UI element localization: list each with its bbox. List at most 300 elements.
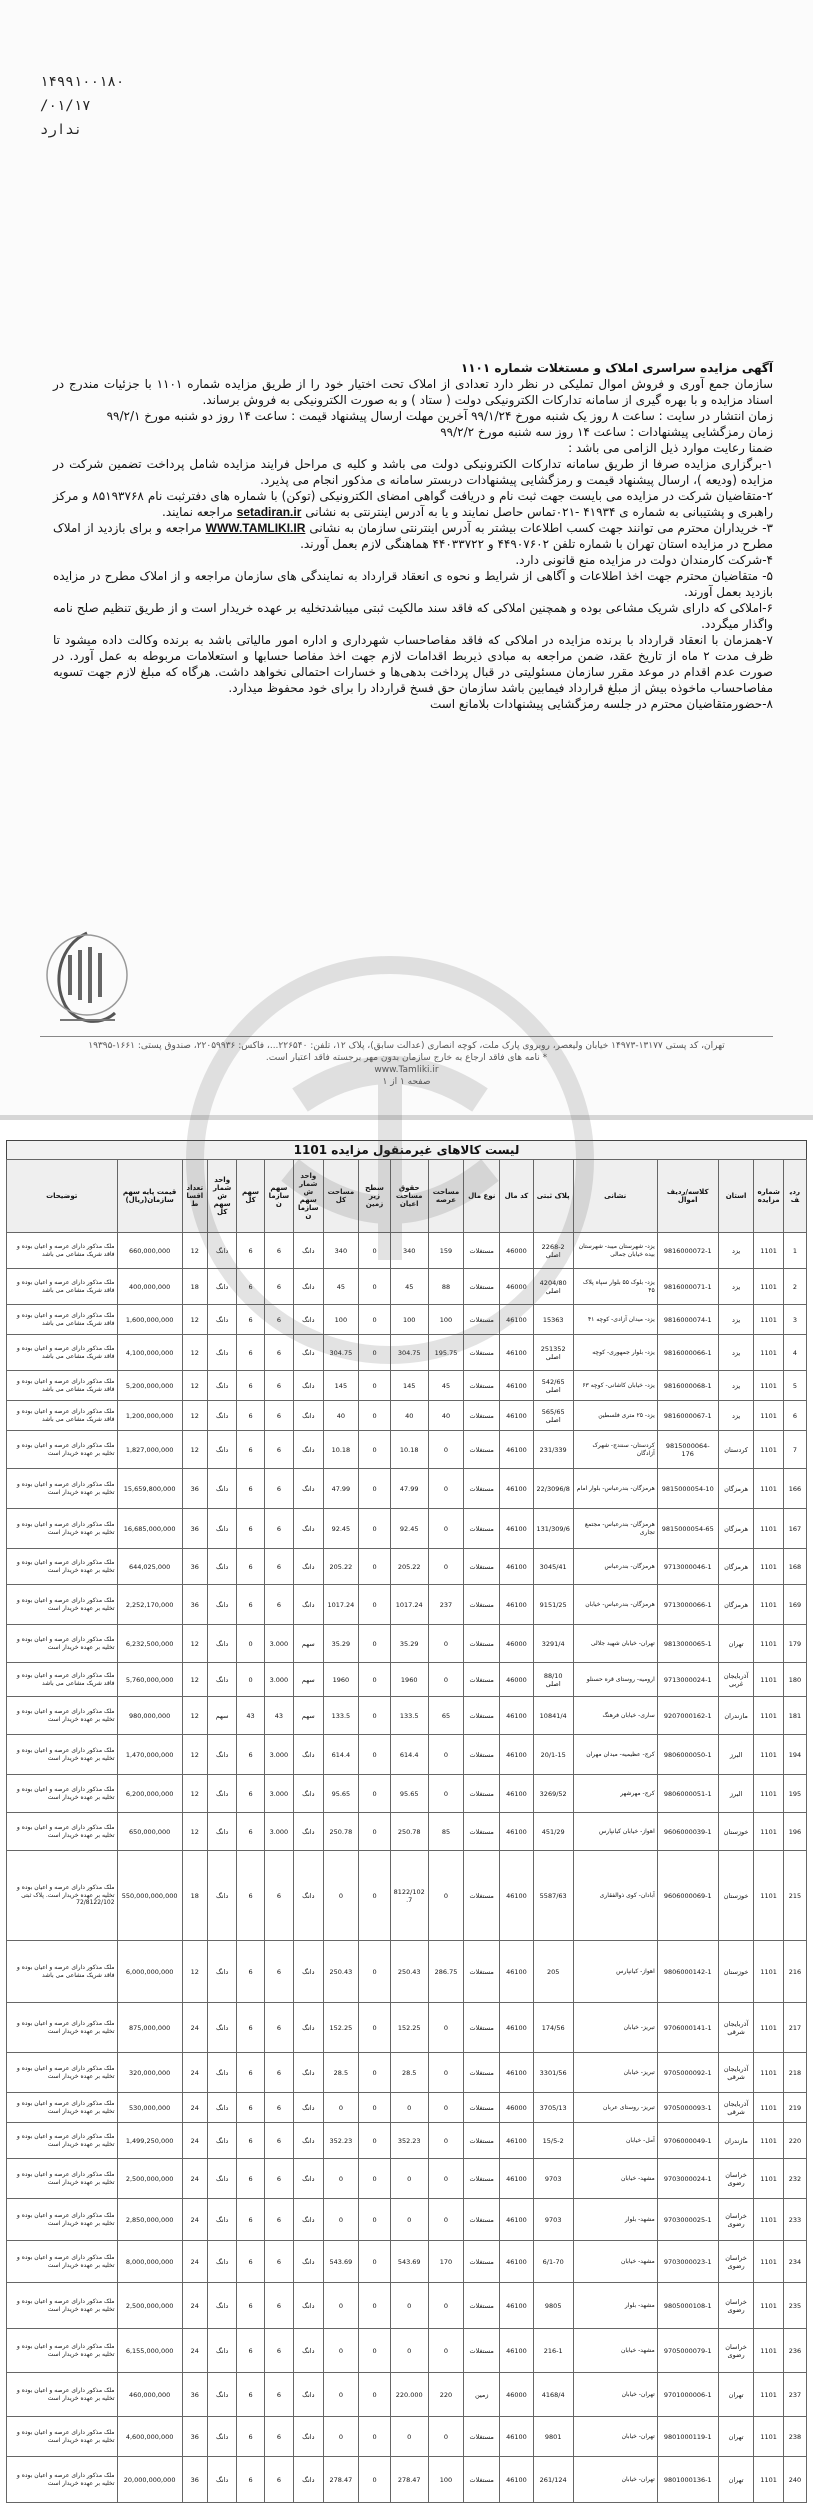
table-cell-type: زمین [464, 2373, 500, 2417]
table-cell-ayan: 304.75 [390, 1335, 428, 1371]
table-cell-auction: 1101 [754, 2093, 783, 2123]
column-header: مساحت عرصه [428, 1160, 464, 1233]
table-cell-plate: 216-1 [533, 2329, 573, 2373]
table-cell-arse: 159 [428, 1233, 464, 1269]
table-cell-row: 179 [783, 1625, 806, 1663]
table-cell-province: خراسان رضوی [718, 2241, 754, 2283]
table-cell-u2: دانگ [207, 2283, 236, 2329]
table-cell-code: 46000 [500, 2093, 534, 2123]
table-cell-auction: 1101 [754, 1401, 783, 1431]
table-cell-share: 6 [264, 1431, 293, 1469]
footer-divider [40, 1036, 773, 1037]
paragraph-rule-2 [53, 488, 773, 520]
table-cell-addr: یزد- ۲۵ متری فلسطین [573, 1401, 657, 1431]
table-cell-desc: ملک مذکور دارای عرصه و اعیان بوده و تخلیه بر عهده خریدار است [7, 2199, 118, 2241]
table-cell-u2: دانگ [207, 1813, 236, 1851]
footer-site: www.Tamliki.ir [374, 1065, 439, 1075]
table-cell-plate: 9805 [533, 2283, 573, 2329]
letter-footer [40, 1040, 773, 1088]
column-header: شماره مزایده [754, 1160, 783, 1233]
table-cell-type: مستغلات [464, 2123, 500, 2159]
table-cell-auction: 1101 [754, 2053, 783, 2093]
table-cell-price: 2,252,170,000 [117, 1585, 182, 1625]
table-cell-code: 46100 [500, 1941, 534, 2003]
table-cell-u1: دانگ [294, 2373, 323, 2417]
table-cell-desc: ملک مذکور دارای عرصه و اعیان بوده و فاقد شریک مشاعی می باشد [7, 1233, 118, 1269]
table-cell-ayan: 0 [390, 2329, 428, 2373]
table-cell-u2: دانگ [207, 1735, 236, 1775]
table-cell-desc: ملک مذکور دارای عرصه و اعیان بوده و تخلیه بر عهده خریدار است [7, 1625, 118, 1663]
table-cell-plate: 3291/4 [533, 1625, 573, 1663]
table-cell-arse: 0 [428, 2283, 464, 2329]
table-cell-price: 6,155,000,000 [117, 2329, 182, 2373]
column-header: کلاسه/ردیف اموال [657, 1160, 718, 1233]
table-row [7, 1233, 807, 1269]
table-cell-desc: ملک مذکور دارای عرصه و اعیان بوده و فاقد شریک مشاعی می باشد [7, 1269, 118, 1305]
table-row [7, 1335, 807, 1371]
table-cell-inst: 36 [182, 2417, 207, 2457]
table-cell-share: 6 [264, 2283, 293, 2329]
table-cell-share: 6 [264, 2373, 293, 2417]
table-cell-row: 217 [783, 2003, 806, 2053]
table-cell-province: خراسان رضوی [718, 2199, 754, 2241]
table-cell-province: تهران [718, 2373, 754, 2417]
table-cell-type: مستغلات [464, 2093, 500, 2123]
table-cell-ayan: 0 [390, 2093, 428, 2123]
table-row [7, 1735, 807, 1775]
table-cell-arse: 45 [428, 1371, 464, 1401]
table-cell-arse: 0 [428, 2053, 464, 2093]
table-cell-plate: 20/1-15 [533, 1735, 573, 1775]
table-cell-price: 875,000,000 [117, 2003, 182, 2053]
table-cell-all: 0 [237, 1625, 264, 1663]
table-cell-sub: 0 [359, 2123, 391, 2159]
table-cell-share: 3.000 [264, 1775, 293, 1813]
table-cell-u1: دانگ [294, 1233, 323, 1269]
table-cell-u2: دانگ [207, 1941, 236, 2003]
table-cell-u1: دانگ [294, 1851, 323, 1941]
table-cell-desc: ملک مذکور دارای عرصه و اعیان بوده و فاقد شریک مشاعی می باشد [7, 1335, 118, 1371]
table-cell-desc: ملک مذکور دارای عرصه و اعیان بوده و تخلیه بر عهده خریدار است [7, 1585, 118, 1625]
letter-body [53, 360, 773, 712]
table-cell-u2: دانگ [207, 1233, 236, 1269]
table-cell-all: 6 [237, 2199, 264, 2241]
table-cell-u2: دانگ [207, 1663, 236, 1697]
table-cell-code: 46100 [500, 1735, 534, 1775]
table-cell-class: 9606000069-1 [657, 1851, 718, 1941]
table-cell-all: 6 [237, 2093, 264, 2123]
table-cell-type: مستغلات [464, 2053, 500, 2093]
table-cell-auction: 1101 [754, 1335, 783, 1371]
table-cell-price: 2,500,000,000 [117, 2283, 182, 2329]
table-cell-total: 0 [323, 2283, 359, 2329]
table-cell-code: 46100 [500, 1851, 534, 1941]
table-cell-arse: 88 [428, 1269, 464, 1305]
table-cell-row: 195 [783, 1775, 806, 1813]
table-cell-share: 43 [264, 1697, 293, 1735]
table-cell-auction: 1101 [754, 1775, 783, 1813]
table-cell-type: مستغلات [464, 1371, 500, 1401]
table-cell-class: 9705000079-1 [657, 2329, 718, 2373]
table-cell-addr: تهران- خیابان [573, 2417, 657, 2457]
table-cell-type: مستغلات [464, 1431, 500, 1469]
table-cell-province: مازندران [718, 2123, 754, 2159]
table-cell-class: 9713000066-1 [657, 1585, 718, 1625]
table-cell-class: 9713000046-1 [657, 1549, 718, 1585]
table-cell-code: 46000 [500, 1233, 534, 1269]
table-cell-sub: 0 [359, 1401, 391, 1431]
paragraph-notes-intro: ضمنا رعایت موارد ذیل الزامی می باشد : [568, 441, 773, 455]
table-row [7, 1469, 807, 1509]
table-cell-u1: سهم [294, 1697, 323, 1735]
paragraph-publish-time: زمان انتشار در سایت : ساعت ۸ روز یک شنبه مورخ ۹۹/۱/۲۴ آخرین مهلت ارسال پیشنهاد قیمت : ساعت ۱۴ روز دو شنبه مورخ ۹۹/۲/۱ [106, 409, 773, 423]
table-cell-province: یزد [718, 1233, 754, 1269]
table-cell-addr: ساری- خیابان فرهنگ [573, 1697, 657, 1735]
table-cell-share: 6 [264, 1549, 293, 1585]
table-cell-u2: دانگ [207, 2003, 236, 2053]
table-row [7, 1371, 807, 1401]
table-cell-auction: 1101 [754, 1851, 783, 1941]
table-cell-desc: ملک مذکور دارای عرصه و اعیان بوده و تخلیه بر عهده خریدار است [7, 2457, 118, 2503]
table-cell-price: 16,685,000,000 [117, 1509, 182, 1549]
goods-list-page [6, 1140, 807, 2503]
table-cell-all: 6 [237, 1431, 264, 1469]
table-cell-row: 234 [783, 2241, 806, 2283]
table-cell-desc: ملک مذکور دارای عرصه و اعیان بوده و تخلیه بر عهده خریدار است [7, 2373, 118, 2417]
letter-title: آگهی مزایده سراسری املاک و مستغلات شماره ۱۱۰۱ [460, 361, 773, 375]
table-cell-type: مستغلات [464, 1585, 500, 1625]
table-cell-desc: ملک مذکور دارای عرصه و اعیان بوده و تخلیه بر عهده خریدار است. پلاک ثبتی 72/8122/102 [7, 1851, 118, 1941]
table-cell-addr: مشهد- خیابان [573, 2241, 657, 2283]
table-cell-all: 6 [237, 1735, 264, 1775]
table-cell-inst: 24 [182, 2093, 207, 2123]
table-cell-row: 168 [783, 1549, 806, 1585]
table-cell-u2: دانگ [207, 1335, 236, 1371]
table-cell-all: 6 [237, 1401, 264, 1431]
table-cell-sub: 0 [359, 2417, 391, 2457]
table-cell-province: تهران [718, 1625, 754, 1663]
table-cell-class: 9207000162-1 [657, 1697, 718, 1735]
table-cell-all: 6 [237, 1335, 264, 1371]
table-cell-addr: اهواز- کیانپارس [573, 1941, 657, 2003]
table-cell-addr: آمل- خیابان [573, 2123, 657, 2159]
table-cell-type: مستغلات [464, 1663, 500, 1697]
table-cell-all: 6 [237, 1269, 264, 1305]
table-cell-row: 196 [783, 1813, 806, 1851]
column-header: مساحت کل [323, 1160, 359, 1233]
table-cell-sub: 0 [359, 1509, 391, 1549]
table-cell-province: خراسان رضوی [718, 2283, 754, 2329]
table-cell-u2: دانگ [207, 2123, 236, 2159]
table-cell-desc: ملک مذکور دارای عرصه و اعیان بوده و تخلیه بر عهده خریدار است [7, 2283, 118, 2329]
table-cell-share: 6 [264, 2053, 293, 2093]
table-cell-arse: 0 [428, 1625, 464, 1663]
table-cell-arse: 286.75 [428, 1941, 464, 2003]
table-cell-auction: 1101 [754, 2199, 783, 2241]
table-cell-price: 2,850,000,000 [117, 2199, 182, 2241]
table-cell-share: 3.000 [264, 1735, 293, 1775]
column-header: سهم کل [237, 1160, 264, 1233]
table-cell-all: 6 [237, 1371, 264, 1401]
table-cell-province: کردستان [718, 1431, 754, 1469]
table-cell-price: 5,760,000,000 [117, 1663, 182, 1697]
table-cell-code: 46000 [500, 2373, 534, 2417]
table-cell-u1: دانگ [294, 1509, 323, 1549]
table-cell-desc: ملک مذکور دارای عرصه و اعیان بوده و تخلیه بر عهده خریدار است [7, 1775, 118, 1813]
table-cell-inst: 12 [182, 1401, 207, 1431]
table-cell-all: 6 [237, 2053, 264, 2093]
table-cell-code: 46100 [500, 1775, 534, 1813]
table-cell-arse: 0 [428, 2417, 464, 2457]
table-cell-desc: ملک مذکور دارای عرصه و اعیان بوده و تخلیه بر عهده خریدار است [7, 1735, 118, 1775]
table-cell-u1: دانگ [294, 2003, 323, 2053]
table-cell-class: 9801000119-1 [657, 2417, 718, 2457]
table-cell-auction: 1101 [754, 1305, 783, 1335]
table-cell-row: 6 [783, 1401, 806, 1431]
table-cell-sub: 0 [359, 1585, 391, 1625]
column-header: تعداد اقساط [182, 1160, 207, 1233]
table-cell-code: 46100 [500, 1585, 534, 1625]
table-cell-u2: دانگ [207, 1775, 236, 1813]
table-cell-arse: 195.75 [428, 1335, 464, 1371]
table-row [7, 1941, 807, 2003]
table-cell-u1: دانگ [294, 2417, 323, 2457]
table-cell-class: 9816000068-1 [657, 1371, 718, 1401]
table-cell-inst: 12 [182, 1775, 207, 1813]
table-cell-plate: 205 [533, 1941, 573, 2003]
table-row [7, 1401, 807, 1431]
table-cell-type: مستغلات [464, 1509, 500, 1549]
table-cell-row: 233 [783, 2199, 806, 2241]
table-cell-class: 9806000051-1 [657, 1775, 718, 1813]
table-cell-class: 9815000054-65 [657, 1509, 718, 1549]
table-cell-addr: تبریز- خیابان [573, 2053, 657, 2093]
column-header: نوع مال [464, 1160, 500, 1233]
table-cell-arse: 100 [428, 2457, 464, 2503]
table-cell-u2: دانگ [207, 1401, 236, 1431]
table-cell-total: 10.18 [323, 1431, 359, 1469]
table-cell-all: 6 [237, 2417, 264, 2457]
table-cell-sub: 0 [359, 2329, 391, 2373]
table-cell-addr: تهران- خیابان شهید جلالی [573, 1625, 657, 1663]
table-cell-desc: ملک مذکور دارای عرصه و اعیان بوده و تخلیه بر عهده خریدار است [7, 1697, 118, 1735]
table-cell-total: 304.75 [323, 1335, 359, 1371]
table-cell-total: 250.43 [323, 1941, 359, 2003]
table-cell-u2: دانگ [207, 1625, 236, 1663]
table-cell-u2: دانگ [207, 2373, 236, 2417]
table-cell-price: 1,827,000,000 [117, 1431, 182, 1469]
table-row [7, 1625, 807, 1663]
table-cell-arse: 0 [428, 1663, 464, 1697]
table-cell-all: 6 [237, 1509, 264, 1549]
table-cell-total: 95.65 [323, 1775, 359, 1813]
table-cell-ayan: 35.29 [390, 1625, 428, 1663]
table-cell-u2: دانگ [207, 1585, 236, 1625]
table-cell-type: مستغلات [464, 1775, 500, 1813]
table-cell-u1: دانگ [294, 2457, 323, 2503]
letter-number: ۱۴۹۹۱۰۰۱۸۰ [40, 74, 125, 90]
table-cell-u2: دانگ [207, 1269, 236, 1305]
table-row [7, 1851, 807, 1941]
table-cell-price: 1,499,250,000 [117, 2123, 182, 2159]
table-cell-plate: 4204/80 اصلی [533, 1269, 573, 1305]
table-cell-price: 1,470,000,000 [117, 1735, 182, 1775]
table-cell-u1: دانگ [294, 1585, 323, 1625]
table-cell-class: 9813000065-1 [657, 1625, 718, 1663]
table-cell-code: 46100 [500, 2053, 534, 2093]
organization-logo-icon [40, 925, 135, 1035]
table-cell-province: تهران [718, 2417, 754, 2457]
table-cell-auction: 1101 [754, 1735, 783, 1775]
table-row [7, 2373, 807, 2417]
table-cell-code: 46100 [500, 1509, 534, 1549]
table-cell-auction: 1101 [754, 2329, 783, 2373]
table-cell-desc: ملک مذکور دارای عرصه و اعیان بوده و تخلیه بر عهده خریدار است [7, 2053, 118, 2093]
table-cell-total: 340 [323, 1233, 359, 1269]
table-cell-u1: دانگ [294, 2283, 323, 2329]
table-cell-share: 6 [264, 2159, 293, 2199]
table-cell-price: 644,025,000 [117, 1549, 182, 1585]
table-cell-total: 92.45 [323, 1509, 359, 1549]
table-cell-sub: 0 [359, 2003, 391, 2053]
table-cell-ayan: 340 [390, 1233, 428, 1269]
table-cell-class: 9701000006-1 [657, 2373, 718, 2417]
table-row [7, 2457, 807, 2503]
table-cell-auction: 1101 [754, 2417, 783, 2457]
table-cell-arse: 0 [428, 1469, 464, 1509]
table-cell-share: 6 [264, 2199, 293, 2241]
table-cell-ayan: 152.25 [390, 2003, 428, 2053]
table-cell-code: 46100 [500, 1697, 534, 1735]
table-cell-desc: ملک مذکور دارای عرصه و اعیان بوده و فاقد شریک مشاعی می باشد [7, 1941, 118, 2003]
table-cell-u2: سهم [207, 1697, 236, 1735]
table-cell-price: 6,232,500,000 [117, 1625, 182, 1663]
table-cell-addr: اهواز- خیابان کیانپارس [573, 1813, 657, 1851]
table-cell-arse: 0 [428, 1431, 464, 1469]
table-cell-addr: تهران- خیابان [573, 2373, 657, 2417]
table-cell-u1: دانگ [294, 2093, 323, 2123]
table-cell-share: 6 [264, 1851, 293, 1941]
table-cell-type: مستغلات [464, 2417, 500, 2457]
table-cell-all: 6 [237, 1233, 264, 1269]
table-cell-class: 9805000108-1 [657, 2283, 718, 2329]
paragraph-rule-8: ۸-حضورمتقاضیان محترم در جلسه رمزگشایی پیشنهادات بلامانع است [429, 697, 773, 711]
footer-note: * نامه های فاقد ارجاع به خارج سازمان بدون مهر برجسته فاقد اعتبار است. [265, 1053, 548, 1063]
table-cell-code: 46100 [500, 2329, 534, 2373]
table-cell-share: 6 [264, 2457, 293, 2503]
table-cell-ayan: 352.23 [390, 2123, 428, 2159]
table-cell-sub: 0 [359, 2373, 391, 2417]
table-cell-price: 1,600,000,000 [117, 1305, 182, 1335]
table-cell-desc: ملک مذکور دارای عرصه و اعیان بوده و تخلیه بر عهده خریدار است [7, 1549, 118, 1585]
table-cell-arse: 0 [428, 2159, 464, 2199]
table-cell-row: 166 [783, 1469, 806, 1509]
table-cell-u1: دانگ [294, 1371, 323, 1401]
table-cell-province: یزد [718, 1335, 754, 1371]
table-cell-row: 181 [783, 1697, 806, 1735]
paragraph-rule-6: ۶-املاکی که دارای شریک مشاعی بوده و همچنین املاکی که فاقد سند مالکیت ثبتی میباشدتخلیه بر عهده خریدار است و از طریق تنظیم صلح نامه واگذار میگردد. [53, 601, 773, 631]
rule-3-tail: مراجعه و برای بازدید از املاک مطرح در مزایده استان تهران با شماره تلفن ۴۴۹۰۷۶۰۲ و ۴۴۰۳۳۷۲۲ هماهنگی لازم بعمل آورند. [53, 521, 773, 551]
table-cell-inst: 18 [182, 1269, 207, 1305]
table-cell-desc: ملک مذکور دارای عرصه و اعیان بوده و تخلیه بر عهده خریدار است [7, 2241, 118, 2283]
table-cell-all: 6 [237, 2373, 264, 2417]
table-cell-all: 0 [237, 1663, 264, 1697]
table-cell-province: آذربایجان غربی [718, 1663, 754, 1697]
table-cell-u1: دانگ [294, 2053, 323, 2093]
table-cell-plate: 9703 [533, 2159, 573, 2199]
table-cell-price: 320,000,000 [117, 2053, 182, 2093]
table-cell-type: مستغلات [464, 1941, 500, 2003]
table-cell-total: 250.78 [323, 1813, 359, 1851]
table-cell-auction: 1101 [754, 1269, 783, 1305]
setad-link[interactable]: setadiran.ir [236, 505, 302, 519]
table-cell-arse: 0 [428, 1775, 464, 1813]
table-cell-inst: 12 [182, 1941, 207, 2003]
table-cell-auction: 1101 [754, 2003, 783, 2053]
table-cell-plate: 3269/52 [533, 1775, 573, 1813]
table-cell-ayan: 278.47 [390, 2457, 428, 2503]
table-cell-total: 205.22 [323, 1549, 359, 1585]
paragraph-rule-1: ۱-برگزاری مزایده صرفا از طریق سامانه تدارکات الکترونیکی دولت می باشد و کلیه ی مراحل فرایند مزایده شامل پرداخت تضمین شرکت در مزایده (ودیعه )، ارسال پیشنهاد قیمت و رمزگشایی پیشنهادات دربستر سامانه ی مذکور انجام می پذیرد. [53, 457, 773, 487]
table-cell-row: 236 [783, 2329, 806, 2373]
table-cell-class: 9816000071-1 [657, 1269, 718, 1305]
table-cell-addr: تبریز- روستای عربان [573, 2093, 657, 2123]
table-cell-type: مستغلات [464, 2199, 500, 2241]
table-cell-row: 1 [783, 1233, 806, 1269]
table-cell-total: 352.23 [323, 2123, 359, 2159]
table-cell-desc: ملک مذکور دارای عرصه و اعیان بوده و تخلیه بر عهده خریدار است [7, 1469, 118, 1509]
column-header: استان [718, 1160, 754, 1233]
rule-2-tail: مراجعه نمایند. [162, 505, 233, 519]
table-cell-code: 46100 [500, 1549, 534, 1585]
table-cell-code: 46100 [500, 1431, 534, 1469]
table-cell-type: مستغلات [464, 1233, 500, 1269]
table-cell-all: 6 [237, 1549, 264, 1585]
table-cell-code: 46100 [500, 2199, 534, 2241]
table-cell-type: مستغلات [464, 2329, 500, 2373]
tamliki-link[interactable]: WWW.TAMLIKI.IR [205, 521, 306, 535]
table-cell-row: 5 [783, 1371, 806, 1401]
table-cell-addr: مشهد- خیابان [573, 2159, 657, 2199]
table-cell-desc: ملک مذکور دارای عرصه و اعیان بوده و فاقد شریک مشاعی می باشد [7, 1663, 118, 1697]
table-cell-inst: 12 [182, 1735, 207, 1775]
table-cell-share: 3.000 [264, 1663, 293, 1697]
table-cell-total: 0 [323, 2329, 359, 2373]
table-cell-class: 9806000050-1 [657, 1735, 718, 1775]
table-row [7, 2093, 807, 2123]
table-cell-code: 46100 [500, 1813, 534, 1851]
table-cell-sub: 0 [359, 2053, 391, 2093]
table-cell-ayan: 543.69 [390, 2241, 428, 2283]
table-cell-inst: 12 [182, 1813, 207, 1851]
table-cell-row: 219 [783, 2093, 806, 2123]
table-cell-inst: 12 [182, 1305, 207, 1335]
column-header: کد مال [500, 1160, 534, 1233]
table-cell-ayan: 92.45 [390, 1509, 428, 1549]
table-cell-addr: هرمزگان- بندرعباس- بلوار امام [573, 1469, 657, 1509]
table-cell-plate: 15363 [533, 1305, 573, 1335]
table-cell-u2: دانگ [207, 1469, 236, 1509]
table-cell-share: 6 [264, 2241, 293, 2283]
table-cell-class: 9815000064-176 [657, 1431, 718, 1469]
table-cell-addr: مشهد- خیابان [573, 2329, 657, 2373]
column-header: پلاک ثبتی [533, 1160, 573, 1233]
table-cell-arse: 85 [428, 1813, 464, 1851]
table-cell-inst: 36 [182, 1509, 207, 1549]
table-cell-province: خوزستان [718, 1851, 754, 1941]
table-cell-total: 47.99 [323, 1469, 359, 1509]
table-cell-share: 6 [264, 1335, 293, 1371]
